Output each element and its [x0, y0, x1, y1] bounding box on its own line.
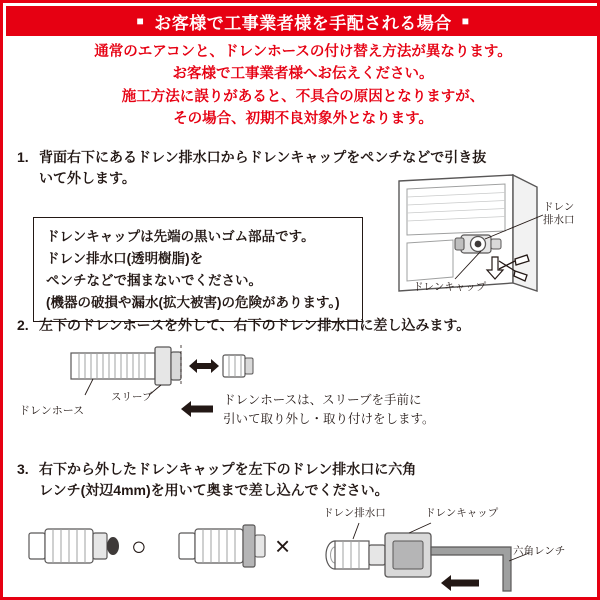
figure2-note-line-1: ドレンホースは、スリーブを手前に — [223, 393, 422, 407]
step-1-number: 1. — [17, 149, 29, 165]
step-3-line-1: 右下から外したドレンキャップを左下のドレン排水口に六角 — [39, 461, 417, 477]
step-2-line-1: 左下のドレンホースを外して、右下のドレン排水口に差し込みます。 — [39, 317, 471, 333]
step-3-number: 3. — [17, 461, 29, 477]
figure-rear-panel — [395, 173, 591, 298]
figure2-drain-hose-label: ドレンホース — [19, 405, 85, 417]
header-banner — [6, 6, 600, 36]
note-line-4: (機器の破損や漏水(拡大被害)の危険があります。) — [46, 294, 340, 310]
figure1-drain-port-label — [543, 201, 575, 227]
figure4-hex-wrench-label: 六角レンチ — [513, 545, 566, 557]
header-subtitle-line-3: 施工方法に誤りがあると、不具合の原因となりますが、 — [121, 88, 485, 105]
ng-mark: × — [275, 531, 291, 561]
page-title: お客様で工事業者様を手配される場合 — [154, 13, 452, 33]
ok-mark: ○ — [131, 531, 147, 561]
note-line-2: ドレン排水口(透明樹脂)を — [46, 250, 204, 266]
step-3-line-2: レンチ(対辺4mm)を用いて奥まで差し込んでください。 — [39, 482, 389, 498]
header-subtitle — [6, 41, 600, 131]
header-mark-left: ■ — [136, 14, 145, 28]
figure2-note — [223, 391, 435, 430]
caution-note-box — [33, 217, 363, 322]
figure1-drain-port-label-line1: ドレン — [543, 201, 575, 213]
figure4-drain-cap-label: ドレンキャップ — [425, 507, 499, 519]
figure2-note-line-2: 引いて取り外し・取り付けをします。 — [223, 412, 435, 427]
step-2-number: 2. — [17, 317, 29, 333]
step-2 — [17, 315, 589, 336]
figure4-drain-port-label: ドレン排水口 — [323, 507, 386, 519]
step-1-line-2: いて外します。 — [39, 170, 136, 186]
figure2-sleeve-label: スリーブ — [111, 391, 153, 403]
figure-hex-wrench — [313, 503, 593, 595]
note-line-1: ドレンキャップは先端の黒いゴム部品です。 — [46, 229, 315, 244]
figure2-left-arrow — [179, 399, 215, 424]
step-3 — [17, 459, 589, 501]
ok-ng-illustration — [23, 511, 293, 589]
left-arrow-icon — [179, 399, 215, 419]
header-mark-right: ■ — [461, 14, 470, 28]
rear-panel-illustration — [395, 173, 591, 298]
figure1-drain-cap-label: ドレンキャップ — [413, 281, 487, 293]
figure1-drain-port-label-line2: 排水口 — [543, 214, 575, 227]
figure-ok-ng — [23, 511, 293, 589]
header-subtitle-line-1: 通常のエアコンと、ドレンホースの付け替え方法が異なります。 — [94, 44, 512, 60]
note-line-3: ペンチなどで掴まないでください。 — [46, 272, 262, 288]
header-subtitle-line-2: お客様で工事業者様へお伝えください。 — [172, 66, 434, 83]
header-subtitle-line-4: その場合、初期不良対象外となります。 — [173, 111, 433, 128]
step-1-line-1: 背面右下にあるドレン排水口からドレンキャップをペンチなどで引き抜 — [39, 149, 487, 165]
